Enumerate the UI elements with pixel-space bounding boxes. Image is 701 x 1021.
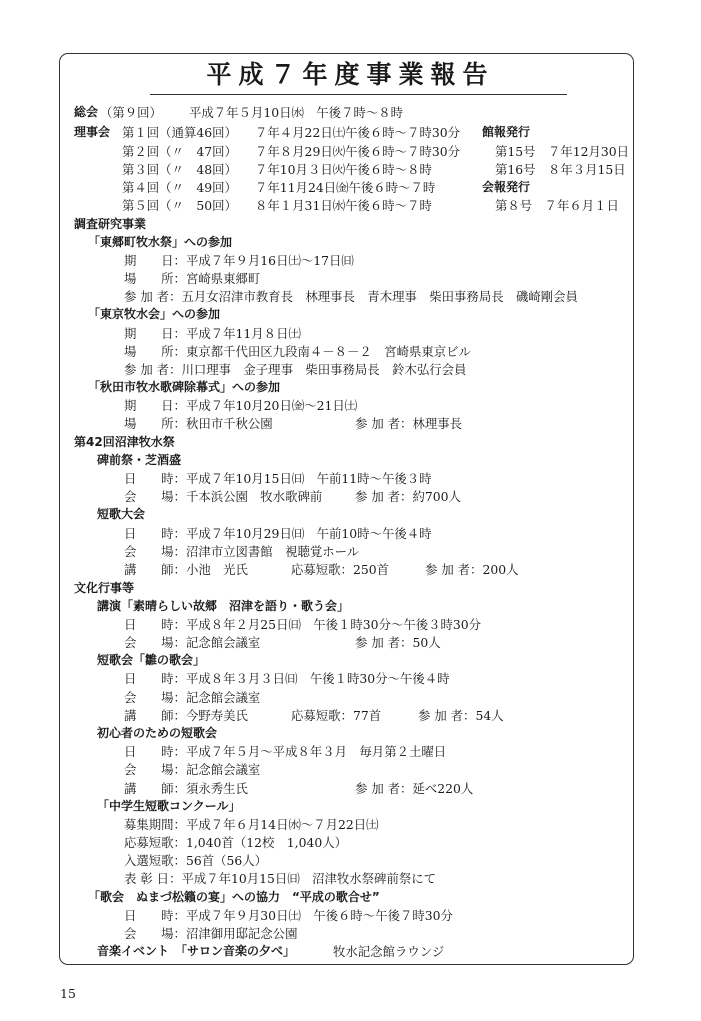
section-heading: 調査研究事業: [74, 217, 147, 231]
section-heading: 「東郷町牧水祭」への参加: [88, 235, 233, 249]
page-number: 15: [60, 986, 76, 1001]
section-heading: 「中学生短歌コンクール」: [97, 799, 241, 813]
text-line: 日 時：平成７年５月～平成８年３月 毎月第２土曜日: [124, 744, 447, 759]
text-line: 講 師：今野寿美氏: [124, 708, 248, 723]
text-line: 参 加 者：林理事長: [355, 416, 463, 431]
section-heading: 短歌大会: [97, 507, 146, 521]
section-heading: 会報発行: [482, 180, 531, 194]
section-heading: 理事会: [74, 125, 111, 139]
section-heading: 「秋田市牧水歌碑除幕式」への参加: [88, 380, 281, 394]
text-line: ７年４月22日㈯午後６時～７時30分: [255, 125, 461, 140]
text-line: 入選短歌：56首（56人）: [124, 853, 268, 868]
text-line: 第１回（通算46回）: [122, 125, 237, 140]
text-line: ８年１月31日㈬午後６時～７時: [255, 198, 432, 213]
text-line: 日 時：平成８年３月３日㈰ 午後１時30分～午後４時: [124, 671, 450, 686]
text-line: 応募短歌：1,040首（12校 1,040人）: [124, 835, 348, 850]
text-line: 第４回（〃 49回）: [122, 180, 237, 195]
text-line: 応募短歌：250首: [291, 562, 389, 577]
section-heading: 碑前祭・芝酒盛: [97, 453, 182, 467]
text-line: 参 加 者：200人: [425, 562, 519, 577]
text-line: 場 所：宮崎県東郷町: [124, 271, 261, 286]
text-line: 期 日：平成７年11月８日㈯: [124, 326, 301, 341]
text-line: 場 所：秋田市千秋公園: [124, 416, 273, 431]
text-line: 日 時：平成７年10月29日㈰ 午前10時～午後４時: [124, 526, 432, 541]
text-line: 第５回（〃 50回）: [122, 198, 237, 213]
text-line: 日 時：平成７年９月30日㈯ 午後６時～午後７時30分: [124, 908, 453, 923]
text-line: 日 時：平成８年２月25日㈰ 午後１時30分～午後３時30分: [124, 617, 482, 632]
page-title: 平成７年度事業報告: [206, 60, 495, 89]
text-line: （第９回）: [100, 105, 162, 120]
text-line: 会 場：記念館会議室: [124, 690, 261, 705]
text-line: 参 加 者：50人: [355, 635, 441, 650]
text-line: 第３回（〃 48回）: [122, 162, 237, 177]
text-line: ７年８月29日㈫午後６時～７時30分: [255, 144, 461, 159]
title-underline: [150, 94, 567, 95]
text-line: 平成７年５月10日㈬ 午後７時～８時: [189, 105, 404, 120]
text-line: 第15号 ７年12月30日: [495, 144, 630, 159]
text-line: 日 時：平成７年10月15日㈰ 午前11時～午後３時: [124, 471, 432, 486]
text-line: 募集期間：平成７年６月14日㈬～７月22日㈯: [124, 817, 379, 832]
section-heading: 総会: [74, 105, 99, 119]
text-line: 講 師：須永秀生氏: [124, 781, 248, 796]
text-line: 応募短歌：77首: [291, 708, 382, 723]
section-heading: 音楽イベント 「サロン音楽の夕べ」: [97, 944, 296, 958]
section-heading: 初心者のための短歌会: [97, 726, 218, 740]
text-line: 会 場：記念館会議室: [124, 762, 261, 777]
text-line: 表 彰 日：平成７年10月15日㈰ 沼津牧水祭碑前祭にて: [124, 871, 437, 886]
text-line: 参 加 者：五月女沼津市教育長 林理事長 青木理事 柴田事務局長 磯崎剛会員: [124, 289, 578, 304]
text-line: 期 日：平成７年９月16日㈯～17日㈰: [124, 253, 354, 268]
text-line: 会 場：千本浜公園 牧水歌碑前: [124, 489, 323, 504]
text-line: 会 場：沼津市立図書館 視聴覚ホール: [124, 544, 360, 559]
text-line: ７年11月24日㈮午後６時～７時: [255, 180, 436, 195]
text-line: 参 加 者：54人: [418, 708, 504, 723]
text-line: 参 加 者：延べ220人: [355, 781, 474, 796]
text-line: 第16号 ８年３月15日: [495, 162, 626, 177]
text-line: 講 師：小池 光氏: [124, 562, 248, 577]
text-line: 参 加 者：川口理事 金子理事 柴田事務局長 鈴木弘行会員: [124, 362, 467, 377]
text-line: 参 加 者：約700人: [355, 489, 461, 504]
text-line: 牧水記念館ラウンジ: [333, 944, 445, 959]
section-heading: 文化行事等: [74, 581, 135, 595]
section-heading: 「歌会 ぬまづ松籟の宴」への協力 “平成の歌合せ”: [88, 890, 380, 904]
section-heading: 「東京牧水会」への参加: [88, 307, 221, 321]
text-line: 場 所：東京都千代田区九段南４－８－２ 宮崎県東京ビル: [124, 344, 471, 359]
text-line: 会 場：沼津御用邸記念公園: [124, 926, 298, 941]
text-line: ７年10月３日㈫午後６時～８時: [255, 162, 432, 177]
section-heading: 館報発行: [482, 125, 531, 139]
text-line: 期 日：平成７年10月20日㈮～21日㈯: [124, 398, 358, 413]
text-line: 会 場：記念館会議室: [124, 635, 261, 650]
section-heading: 第42回沼津牧水祭: [74, 435, 175, 449]
section-heading: 短歌会「雛の歌会」: [97, 653, 206, 667]
section-heading: 講演「素晴らしい故郷 沼津を語り・歌う会」: [97, 599, 350, 613]
text-line: 第８号 ７年６月１日: [495, 198, 619, 213]
text-line: 第２回（〃 47回）: [122, 144, 237, 159]
